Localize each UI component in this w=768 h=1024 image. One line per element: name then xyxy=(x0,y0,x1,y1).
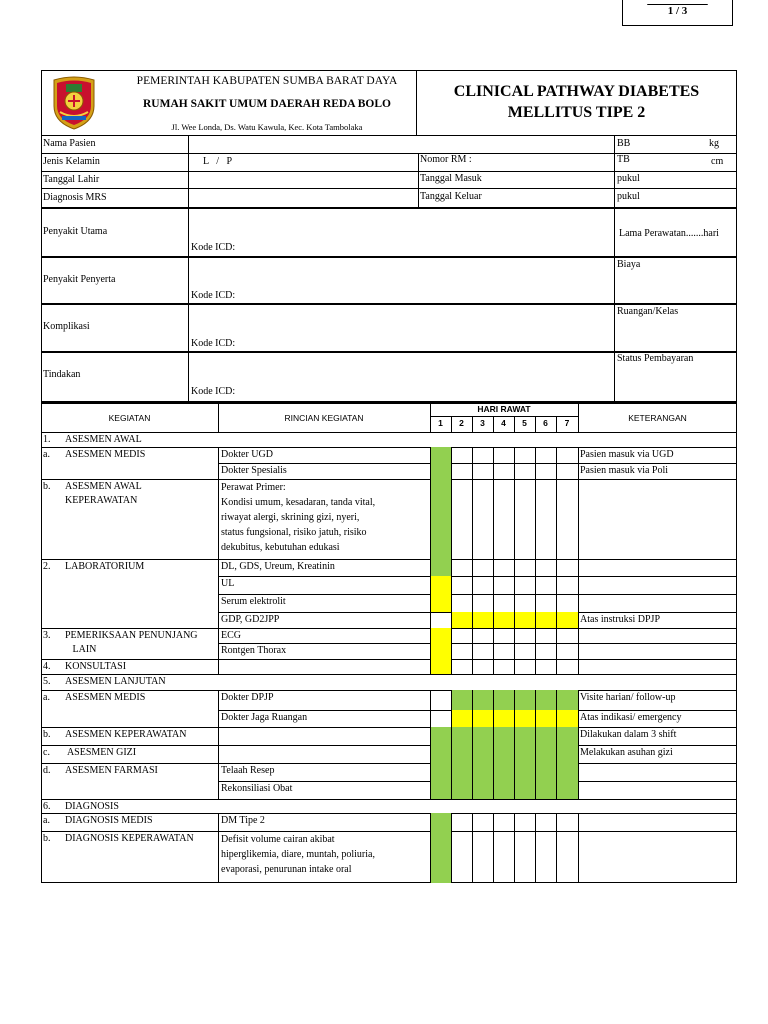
day-header-2: 2 xyxy=(459,418,464,428)
day-cell[interactable] xyxy=(493,745,514,763)
label-tindakan: Tindakan xyxy=(43,369,81,380)
day-header-7: 7 xyxy=(564,418,570,428)
row-rincian: Rekonsiliasi Obat xyxy=(221,783,293,794)
day-cell[interactable] xyxy=(451,576,472,594)
day-cell[interactable] xyxy=(451,813,472,831)
day-cell[interactable] xyxy=(430,594,451,612)
day-cell[interactable] xyxy=(451,745,472,763)
day-header-3: 3 xyxy=(480,418,485,428)
day-cell[interactable] xyxy=(472,643,493,659)
day-cell[interactable] xyxy=(535,710,556,727)
day-cell[interactable] xyxy=(472,690,493,710)
kode-icd-1: Kode ICD: xyxy=(191,242,236,253)
day-cell[interactable] xyxy=(556,643,578,659)
day-cell[interactable] xyxy=(514,447,535,463)
row-number: 3. xyxy=(43,630,51,641)
day-cell[interactable] xyxy=(514,594,535,612)
hospital-logo xyxy=(50,76,98,130)
row-kegiatan: ASESMEN FARMASI xyxy=(65,765,158,776)
row-kegiatan: LABORATORIUM xyxy=(65,561,145,572)
day-cell[interactable] xyxy=(535,659,556,674)
day-cell[interactable] xyxy=(430,813,451,831)
day-cell[interactable] xyxy=(430,559,451,576)
day-cell[interactable] xyxy=(514,479,535,559)
row-number: 2. xyxy=(43,561,51,572)
row-rincian: Dokter UGD xyxy=(221,449,273,460)
label-nama-pasien: Nama Pasien xyxy=(43,138,96,149)
day-cell[interactable] xyxy=(430,659,451,674)
row-kegiatan: ASESMEN AWAL xyxy=(65,434,142,445)
day-cell[interactable] xyxy=(472,813,493,831)
day-cell[interactable] xyxy=(451,727,472,745)
day-cell[interactable] xyxy=(430,628,451,643)
label-biaya: Biaya xyxy=(617,259,641,270)
day-cell[interactable] xyxy=(472,594,493,612)
row-rincian: DM Tipe 2 xyxy=(221,815,265,826)
day-cell[interactable] xyxy=(556,727,578,745)
label-status-pembayaran: Status Pembayaran xyxy=(617,353,694,364)
row-number: d. xyxy=(43,765,51,776)
header-rincian-kegiatan: RINCIAN KEGIATAN xyxy=(284,413,364,423)
row-kegiatan: ASESMEN LANJUTAN xyxy=(65,676,166,687)
label-jenis-kelamin: Jenis Kelamin xyxy=(43,156,100,167)
day-cell[interactable] xyxy=(493,479,514,559)
day-cell[interactable] xyxy=(472,447,493,463)
day-cell[interactable] xyxy=(493,594,514,612)
day-cell[interactable] xyxy=(514,813,535,831)
day-cell[interactable] xyxy=(556,763,578,781)
day-cell[interactable] xyxy=(430,745,451,763)
row-keterangan: Melakukan asuhan gizi xyxy=(580,747,673,758)
day-cell[interactable] xyxy=(472,763,493,781)
row-rincian: Dokter DPJP xyxy=(221,692,274,703)
day-cell[interactable] xyxy=(514,612,535,628)
day-cell[interactable] xyxy=(451,612,472,628)
day-cell[interactable] xyxy=(535,643,556,659)
day-cell[interactable] xyxy=(472,745,493,763)
day-cell[interactable] xyxy=(535,463,556,479)
day-cell[interactable] xyxy=(451,594,472,612)
day-cell[interactable] xyxy=(472,710,493,727)
day-cell[interactable] xyxy=(514,763,535,781)
label-penyakit-penyerta: Penyakit Penyerta xyxy=(43,274,116,285)
document-title-line1: CLINICAL PATHWAY DIABETES xyxy=(453,83,700,100)
label-tb: TB xyxy=(617,154,630,165)
day-cell[interactable] xyxy=(493,447,514,463)
day-cell[interactable] xyxy=(535,559,556,576)
row-keterangan: Dilakukan dalam 3 shift xyxy=(580,729,677,740)
row-kegiatan: ASESMEN AWAL KEPERAWATAN xyxy=(65,481,142,506)
row-keterangan: Atas indikasi/ emergency xyxy=(580,712,682,723)
day-cell[interactable] xyxy=(451,710,472,727)
day-cell[interactable] xyxy=(472,727,493,745)
day-cell[interactable] xyxy=(514,745,535,763)
kode-icd-4: Kode ICD: xyxy=(191,386,236,397)
day-cell[interactable] xyxy=(556,710,578,727)
day-cell[interactable] xyxy=(472,612,493,628)
day-cell[interactable] xyxy=(514,463,535,479)
day-cell[interactable] xyxy=(535,447,556,463)
row-number: b. xyxy=(43,833,51,844)
day-cell[interactable] xyxy=(556,479,578,559)
day-cell[interactable] xyxy=(556,831,578,883)
row-number: a. xyxy=(43,815,50,826)
label-tanggal-masuk: Tanggal Masuk xyxy=(420,173,482,184)
day-cell[interactable] xyxy=(472,831,493,883)
label-bb: BB xyxy=(617,138,631,149)
row-kegiatan: ASESMEN MEDIS xyxy=(65,692,146,703)
document-title-line2: MELLITUS TIPE 2 xyxy=(507,104,646,121)
row-kegiatan: DIAGNOSIS xyxy=(65,801,119,812)
day-cell[interactable] xyxy=(493,831,514,883)
row-keterangan: Atas instruksi DPJP xyxy=(580,614,661,625)
row-kegiatan: ASESMEN MEDIS xyxy=(65,449,146,460)
day-cell[interactable] xyxy=(514,576,535,594)
day-cell[interactable] xyxy=(535,576,556,594)
day-cell[interactable] xyxy=(514,831,535,883)
gender-options[interactable]: L / P xyxy=(203,156,233,167)
day-cell[interactable] xyxy=(556,447,578,463)
day-cell[interactable] xyxy=(556,594,578,612)
page-number-box xyxy=(622,0,733,26)
row-kegiatan: ASESMEN KEPERAWATAN xyxy=(65,729,187,740)
day-cell[interactable] xyxy=(430,763,451,781)
day-cell[interactable] xyxy=(535,763,556,781)
page-number: 1 / 3 xyxy=(667,5,688,17)
day-cell[interactable] xyxy=(535,745,556,763)
day-cell[interactable] xyxy=(535,813,556,831)
day-cell[interactable] xyxy=(493,690,514,710)
day-cell[interactable] xyxy=(535,628,556,643)
day-cell[interactable] xyxy=(535,612,556,628)
day-cell[interactable] xyxy=(451,643,472,659)
day-cell[interactable] xyxy=(472,628,493,643)
label-komplikasi: Komplikasi xyxy=(43,321,90,332)
day-cell[interactable] xyxy=(556,813,578,831)
day-cell[interactable] xyxy=(514,710,535,727)
day-cell[interactable] xyxy=(514,628,535,643)
government-name: PEMERINTAH KABUPATEN SUMBA BARAT DAYA xyxy=(136,75,398,87)
day-cell[interactable] xyxy=(430,463,451,479)
day-cell[interactable] xyxy=(451,559,472,576)
day-header-1: 1 xyxy=(438,418,443,428)
row-number: 5. xyxy=(43,676,51,687)
day-cell[interactable] xyxy=(451,831,472,883)
day-cell[interactable] xyxy=(556,745,578,763)
day-cell[interactable] xyxy=(430,710,451,727)
row-kegiatan: DIAGNOSIS MEDIS xyxy=(65,815,153,826)
day-cell[interactable] xyxy=(556,781,578,799)
label-ruangan-kelas: Ruangan/Kelas xyxy=(617,306,679,317)
label-lama-perawatan: Lama Perawatan.......hari xyxy=(619,228,719,239)
row-kegiatan: ASESMEN GIZI xyxy=(65,747,137,758)
kode-icd-2: Kode ICD: xyxy=(191,290,236,301)
day-cell[interactable] xyxy=(451,659,472,674)
row-rincian: DL, GDS, Ureum, Kreatinin xyxy=(221,561,335,572)
day-cell[interactable] xyxy=(472,576,493,594)
day-cell[interactable] xyxy=(430,831,451,883)
day-cell[interactable] xyxy=(451,781,472,799)
day-cell[interactable] xyxy=(556,628,578,643)
unit-kg: kg xyxy=(709,138,719,149)
label-pukul-keluar: pukul xyxy=(617,191,640,202)
day-cell[interactable] xyxy=(514,559,535,576)
day-header-5: 5 xyxy=(522,418,527,428)
day-cell[interactable] xyxy=(493,781,514,799)
row-number: a. xyxy=(43,692,50,703)
row-rincian: Rontgen Thorax xyxy=(221,645,287,656)
day-cell[interactable] xyxy=(430,690,451,710)
day-cell[interactable] xyxy=(493,576,514,594)
day-cell[interactable] xyxy=(535,594,556,612)
header-keterangan: KETERANGAN xyxy=(628,413,687,423)
day-cell[interactable] xyxy=(556,463,578,479)
day-cell[interactable] xyxy=(472,479,493,559)
label-nomor-rm: Nomor RM : xyxy=(420,154,472,165)
label-pukul-masuk: pukul xyxy=(617,173,640,184)
day-cell[interactable] xyxy=(514,690,535,710)
day-cell[interactable] xyxy=(493,659,514,674)
day-cell[interactable] xyxy=(493,559,514,576)
row-kegiatan: KONSULTASI xyxy=(65,661,127,672)
header-kegiatan: KEGIATAN xyxy=(108,413,151,423)
day-cell[interactable] xyxy=(451,763,472,781)
row-kegiatan: DIAGNOSIS KEPERAWATAN xyxy=(65,833,194,844)
day-cell[interactable] xyxy=(472,781,493,799)
day-cell[interactable] xyxy=(556,612,578,628)
day-cell[interactable] xyxy=(514,781,535,799)
day-cell[interactable] xyxy=(472,463,493,479)
row-rincian: UL xyxy=(221,578,235,589)
row-keterangan: Visite harian/ follow-up xyxy=(580,692,676,703)
day-cell[interactable] xyxy=(493,628,514,643)
row-number: a. xyxy=(43,449,50,460)
row-rincian: Telaah Resep xyxy=(221,765,275,776)
day-cell[interactable] xyxy=(451,628,472,643)
day-cell[interactable] xyxy=(430,781,451,799)
day-cell[interactable] xyxy=(493,463,514,479)
day-cell[interactable] xyxy=(556,659,578,674)
day-cell[interactable] xyxy=(430,643,451,659)
day-cell[interactable] xyxy=(451,479,472,559)
row-number: b. xyxy=(43,729,51,740)
row-rincian: Perawat Primer: Kondisi umum, kesadaran, tanda vital, riwayat alergi, skrining gizi, nyeri, status fungsional, risiko jatuh, risiko dekubitus, kebutuhan edukasi xyxy=(221,482,376,553)
day-cell[interactable] xyxy=(493,763,514,781)
hospital-name: RUMAH SAKIT UMUM DAERAH REDA BOLO xyxy=(142,98,391,110)
row-rincian: Dokter Spesialis xyxy=(221,465,287,476)
row-rincian: Serum elektrolit xyxy=(221,596,286,607)
day-cell[interactable] xyxy=(451,463,472,479)
day-cell[interactable] xyxy=(472,559,493,576)
day-cell[interactable] xyxy=(535,690,556,710)
row-number: 4. xyxy=(43,661,51,672)
row-number: 1. xyxy=(43,434,51,445)
label-tanggal-keluar: Tanggal Keluar xyxy=(420,191,482,202)
day-cell[interactable] xyxy=(514,727,535,745)
day-cell[interactable] xyxy=(556,559,578,576)
row-rincian: GDP, GD2JPP xyxy=(221,614,280,625)
day-cell[interactable] xyxy=(535,831,556,883)
row-rincian: Dokter Jaga Ruangan xyxy=(221,712,308,723)
label-tanggal-lahir: Tanggal Lahir xyxy=(43,174,100,185)
row-rincian: Defisit volume cairan akibat hiperglikemia, diare, muntah, poliuria, evaporasi, penurunan intake oral xyxy=(221,834,375,875)
row-rincian: ECG xyxy=(221,630,241,641)
day-cell[interactable] xyxy=(493,813,514,831)
day-cell[interactable] xyxy=(556,576,578,594)
day-cell[interactable] xyxy=(514,643,535,659)
day-cell[interactable] xyxy=(535,727,556,745)
day-cell[interactable] xyxy=(430,612,451,628)
row-keterangan: Pasien masuk via Poli xyxy=(580,465,669,476)
day-cell[interactable] xyxy=(535,781,556,799)
row-kegiatan: PEMERIKSAAN PENUNJANG LAIN xyxy=(65,630,198,655)
row-number: 6. xyxy=(43,801,51,812)
day-cell[interactable] xyxy=(493,710,514,727)
day-cell[interactable] xyxy=(535,479,556,559)
day-cell[interactable] xyxy=(493,727,514,745)
day-cell[interactable] xyxy=(514,659,535,674)
label-diagnosis-mrs: Diagnosis MRS xyxy=(43,192,107,203)
day-cell[interactable] xyxy=(430,447,451,463)
day-cell[interactable] xyxy=(451,447,472,463)
label-penyakit-utama: Penyakit Utama xyxy=(43,226,108,237)
row-number: c. xyxy=(43,747,50,758)
unit-cm: cm xyxy=(711,156,724,167)
day-cell[interactable] xyxy=(493,612,514,628)
day-cell[interactable] xyxy=(493,643,514,659)
hospital-address: Jl. Wee Londa, Ds. Watu Kawula, Kec. Kota Tambolaka xyxy=(171,122,363,132)
header-hari-rawat: HARI RAWAT xyxy=(477,404,531,414)
day-cell[interactable] xyxy=(430,479,451,559)
day-cell[interactable] xyxy=(556,690,578,710)
row-keterangan: Pasien masuk via UGD xyxy=(580,449,674,460)
day-cell[interactable] xyxy=(451,690,472,710)
kode-icd-3: Kode ICD: xyxy=(191,338,236,349)
day-header-6: 6 xyxy=(543,418,548,428)
day-header-4: 4 xyxy=(501,418,506,428)
day-cell[interactable] xyxy=(472,659,493,674)
day-cell[interactable] xyxy=(430,576,451,594)
day-cell[interactable] xyxy=(430,727,451,745)
row-number: b. xyxy=(43,481,51,492)
